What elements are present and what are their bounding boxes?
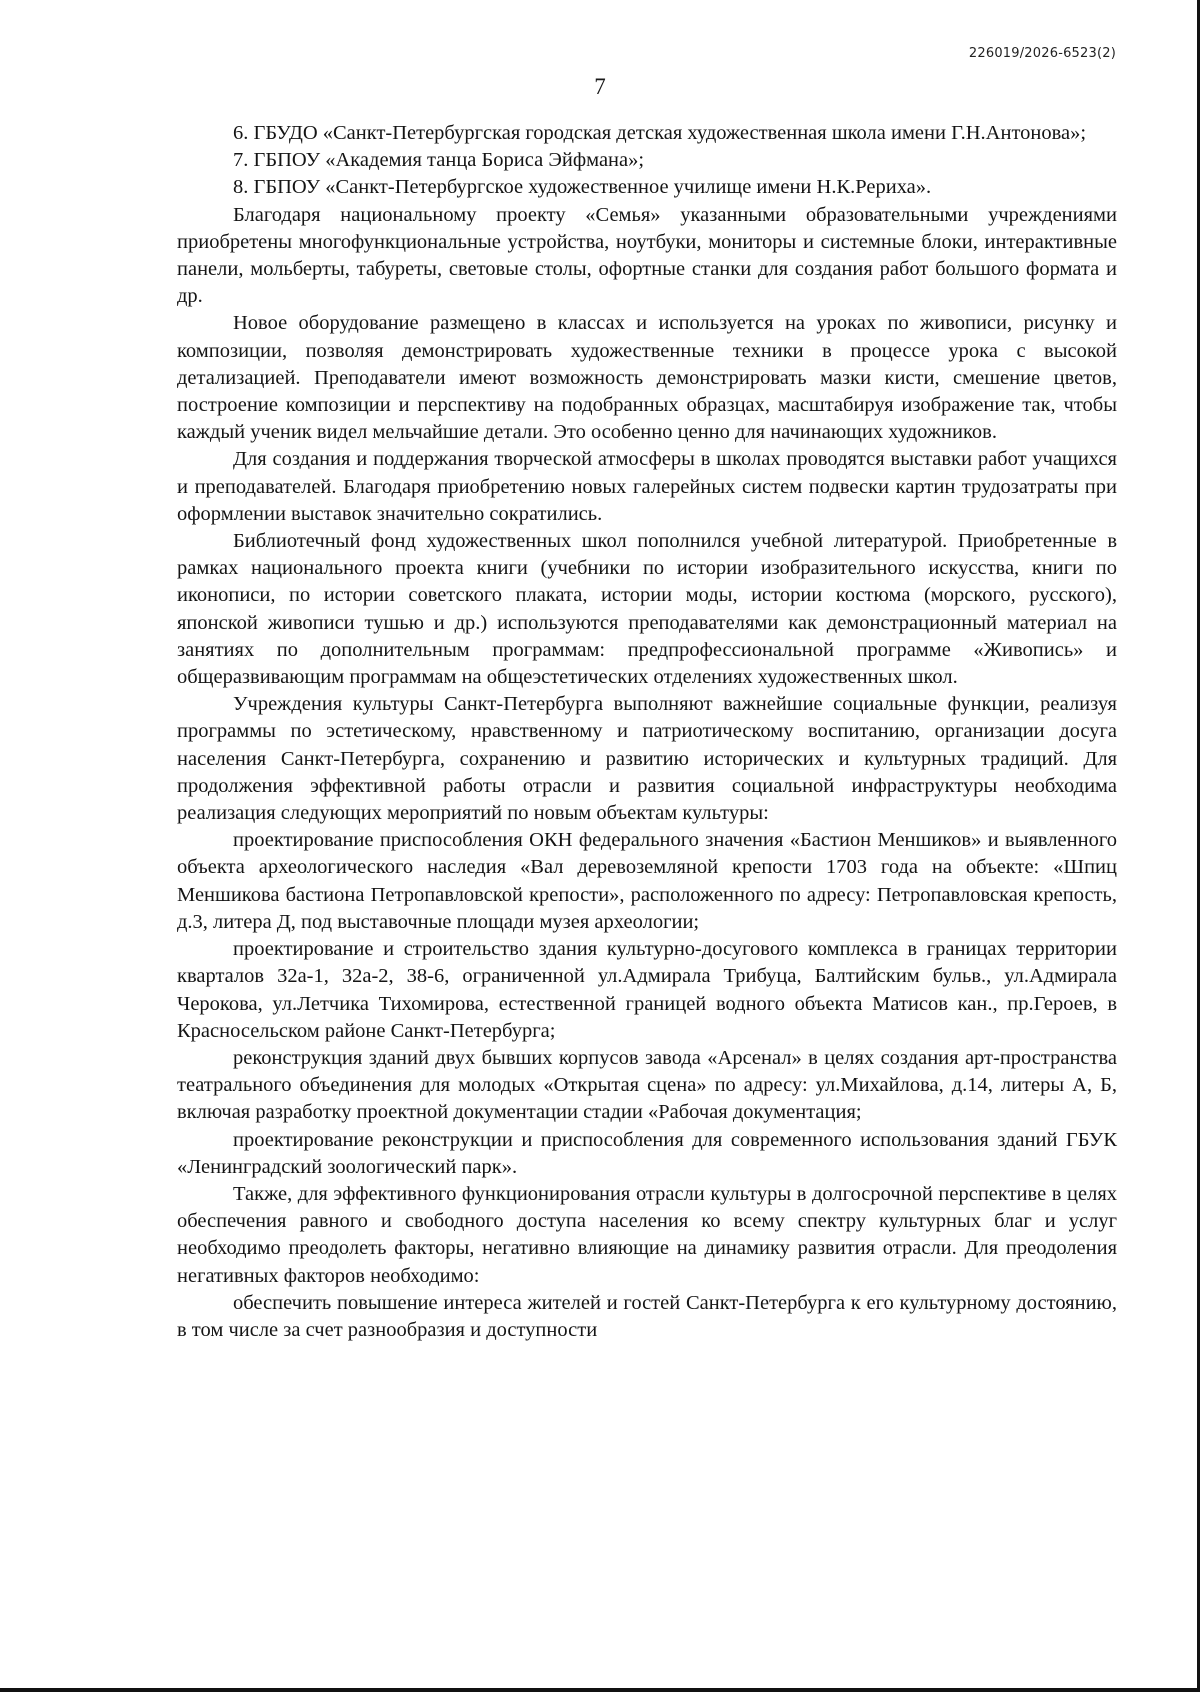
paragraph: Также, для эффективного функционирования отрасли культуры в долгосрочной перспективе в целях обеспечения равного и свободного доступа населения ко всему спектру культурных благ и услуг необходимо преодолеть факторы, негативно влияющие на динамику развития отрасли. Для преодоления негативных факторов необходимо: xyxy=(177,1182,1117,1287)
paragraph: проектирование реконструкции и приспособления для современного использования зданий ГБУК «Ленинградский зоологический парк». xyxy=(177,1128,1117,1178)
paragraph: обеспечить повышение интереса жителей и гостей Санкт-Петербурга к его культурному достоянию, в том числе за счет разнообразия и доступности xyxy=(177,1291,1117,1341)
paragraph: 8. ГБПОУ «Санкт-Петербургское художественное училище имени Н.К.Рериха». xyxy=(233,176,932,199)
paragraph: реконструкция зданий двух бывших корпусов завода «Арсенал» в целях создания арт-пространства театрального объединения для молодых «Открытая сцена» по адресу: ул.Михайлова, д.14, литеры А, Б, включая разработку проектной документации стадии «Рабочая документация; xyxy=(177,1046,1117,1124)
paragraph: Для создания и поддержания творческой атмосферы в школах проводятся выставки работ учащихся и преподавателей. Благодаря приобретению новых галерейных систем подвески картин трудозатраты при оформлении выставок значительно сократились. xyxy=(177,448,1117,525)
paragraph: 6. ГБУДО «Санкт-Петербургская городская детская художественная школа имени Г.Н.Антонова»; xyxy=(233,122,1087,144)
scan-edge-bottom xyxy=(0,1688,1200,1692)
paragraph: 7. ГБПОУ «Академия танца Бориса Эйфмана»; xyxy=(233,149,645,172)
paragraph: Благодаря национальному проекту «Семья» указанными образовательными учреждениями приобретены многофункциональные устройства, ноутбуки, мониторы и системные блоки, интерактивные панели, мольберты, табуреты, световые столы, офортные станки для создания работ большого формата и др. xyxy=(177,203,1117,308)
paragraph: проектирование и строительство здания культурно-досугового комплекса в границах территории кварталов 32а-1, 32а-2, 38-6, ограниченной ул.Адмирала Трибуца, Балтийским бульв., ул.Адмирала Черокова, ул.Летчика Тихомирова, естественной границей водного объекта Матисов кан., пр.Героев, в Красносельском районе Санкт-Петербурга; xyxy=(177,938,1117,1042)
document-body xyxy=(177,120,1117,1344)
paragraph: Новое оборудование размещено в классах и используется на уроках по живописи, рисунку и композиции, позволяя демонстрировать художественные техники в процессе урока с высокой детализацией. Преподаватели имеют возможность демонстрировать мазки кисти, смешение цветов, построение композиции и перспективу на подобранных образцах, масштабируя изображение так, чтобы каждый ученик видел мельчайшие детали. Это особенно ценно для начинающих художников. xyxy=(177,312,1117,444)
paragraph: проектирование приспособления ОКН федерального значения «Бастион Меншиков» и выявленного объекта археологического наследия «Вал деревоземляной крепости 1703 года на объекте: «Шпиц Меншикова бастиона Петропавловской крепости», расположенного по адресу: Петропавловская крепость, д.3, литера Д, под выставочные площади музея археологии; xyxy=(177,829,1117,933)
page-number: 7 xyxy=(594,74,606,99)
paragraph: Библиотечный фонд художественных школ пополнился учебной литературой. Приобретенные в рамках национального проекта книги (учебники по истории изобразительного искусства, книги по иконописи, по истории советского плаката, истории моды, истории костюма (морского, русского), японской живописи тушью и др.) используются преподавателями как демонстрационный материал на занятиях по дополнительным программам: предпрофессиональной программе «Живопись» и общеразвивающим программам на общеэстетических отделениях художественных школ. xyxy=(177,530,1117,689)
paragraph: Учреждения культуры Санкт-Петербурга выполняют важнейшие социальные функции, реализуя программы по эстетическому, нравственному и патриотическому воспитанию, организации досуга населения Санкт-Петербурга, сохранению и развитию исторических и культурных традиций. Для продолжения эффективной работы отрасли и развития социальной инфраструктуры необходима реализация следующих мероприятий по новым объектам культуры: xyxy=(177,693,1117,825)
document-id: 226019/2026-6523(2) xyxy=(968,46,1116,61)
